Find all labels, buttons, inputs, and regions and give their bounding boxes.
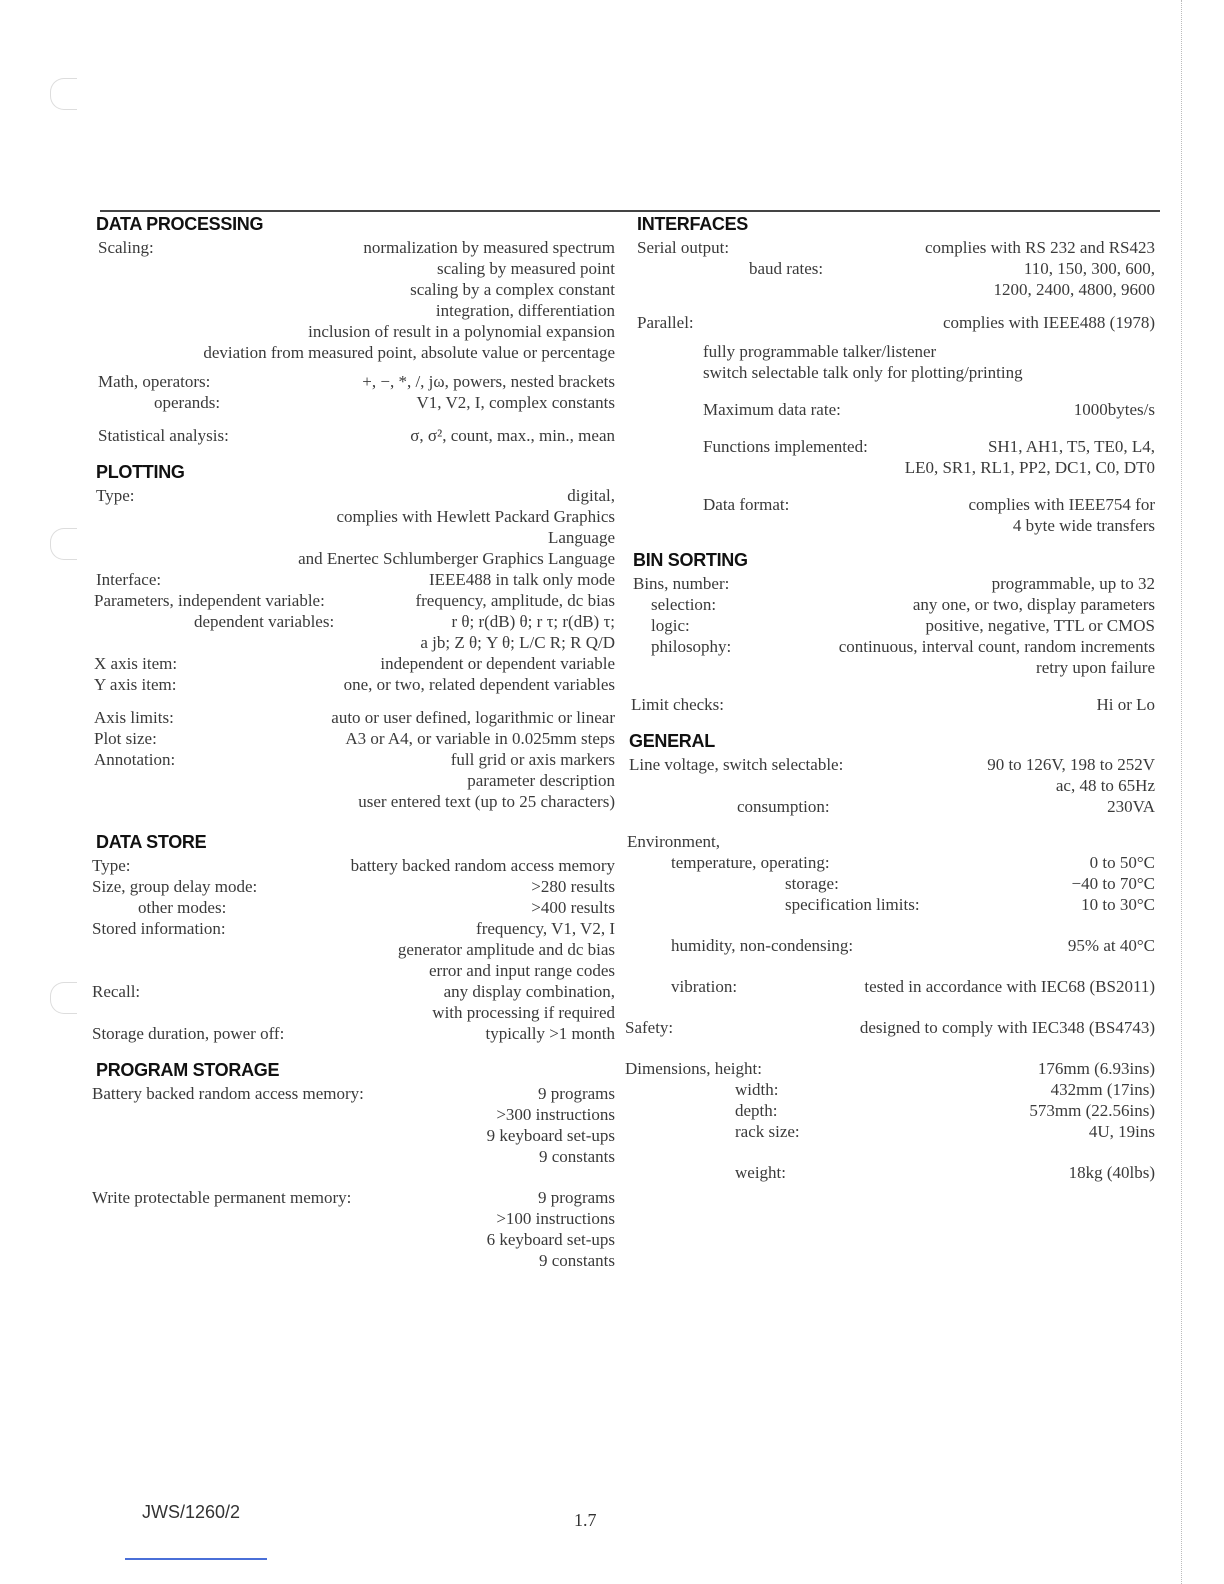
spec-row xyxy=(92,653,615,674)
section-heading-program-storage: PROGRAM STORAGE xyxy=(96,1060,280,1080)
spec-label: rack size: xyxy=(735,1122,800,1141)
spec-row xyxy=(625,1058,1155,1079)
spec-value: 4U, 19ins xyxy=(1088,1122,1155,1141)
spec-row xyxy=(625,796,1155,817)
left-column xyxy=(92,214,615,1271)
spec-value: 4 byte wide transfers xyxy=(1012,516,1155,535)
spec-value: 432mm (17ins) xyxy=(1050,1080,1155,1099)
spec-row xyxy=(92,707,615,728)
spec-row xyxy=(625,399,1155,420)
spec-value: A3 or A4, or variable in 0.025mm steps xyxy=(345,729,615,748)
spec-row xyxy=(92,590,615,611)
spec-row xyxy=(625,1079,1155,1100)
spec-label: Bins, number: xyxy=(633,574,730,593)
spec-row xyxy=(625,636,1155,657)
spec-row xyxy=(92,569,615,590)
spec-value: ac, 48 to 65Hz xyxy=(1055,776,1155,795)
spec-label: Parallel: xyxy=(637,313,694,332)
spec-label: Plot size: xyxy=(94,729,157,748)
spec-value: independent or dependent variable xyxy=(380,654,615,673)
spec-label: Safety: xyxy=(625,1018,674,1037)
spec-value: SH1, AH1, T5, TE0, L4, xyxy=(987,437,1155,456)
spec-value: scaling by measured point xyxy=(437,259,615,278)
section-heading-plotting: PLOTTING xyxy=(96,462,185,482)
spec-value: +, −, *, /, jω, powers, nested brackets xyxy=(362,372,615,391)
spec-label: X axis item: xyxy=(94,654,178,673)
spec-value: 9 keyboard set-ups xyxy=(486,1126,615,1145)
spec-row xyxy=(92,674,615,695)
spec-row xyxy=(92,392,615,413)
spec-label: dependent variables: xyxy=(194,612,335,631)
spec-value: scaling by a complex constant xyxy=(410,280,615,299)
spec-value: σ, σ², count, max., min., mean xyxy=(410,426,615,445)
spec-value: 0 to 50°C xyxy=(1089,853,1155,872)
spec-value: 110, 150, 300, 600, xyxy=(1023,259,1155,278)
spec-label: storage: xyxy=(785,874,839,893)
spec-row xyxy=(625,258,1155,279)
section-heading-interfaces: INTERFACES xyxy=(637,214,749,234)
spec-row xyxy=(92,876,615,897)
spec-label: Annotation: xyxy=(94,750,176,769)
spec-label: consumption: xyxy=(737,797,830,816)
spec-value: integration, differentiation xyxy=(435,301,615,320)
spec-label: Parameters, independent variable: xyxy=(94,591,325,610)
spec-label: Limit checks: xyxy=(631,695,725,714)
spec-label: Write protectable permanent memory: xyxy=(92,1188,352,1207)
spec-value: and Enertec Schlumberger Graphics Language xyxy=(298,549,615,568)
spec-row xyxy=(92,749,615,770)
spec-label: Dimensions, height: xyxy=(625,1059,762,1078)
spec-row xyxy=(92,425,615,446)
spec-value: 1000bytes/s xyxy=(1073,400,1155,419)
spec-value: frequency, V1, V2, I xyxy=(476,919,615,938)
binding-hole xyxy=(50,982,77,1014)
spec-label: Maximum data rate: xyxy=(703,400,841,419)
spec-value: typically >1 month xyxy=(485,1024,615,1043)
spec-row xyxy=(625,894,1155,915)
spec-value: complies with RS 232 and RS423 xyxy=(925,238,1155,257)
spec-value: positive, negative, TTL or CMOS xyxy=(925,616,1155,635)
spec-label: Battery backed random access memory: xyxy=(92,1084,364,1103)
spec-label: Stored information: xyxy=(92,919,226,938)
spec-label: weight: xyxy=(735,1163,786,1182)
link-underline xyxy=(125,1558,267,1560)
spec-row xyxy=(92,855,615,876)
spec-value: Hi or Lo xyxy=(1096,695,1155,714)
spec-value: inclusion of result in a polynomial expansion xyxy=(308,322,615,341)
spec-row xyxy=(92,371,615,392)
top-rule xyxy=(100,210,1160,212)
spec-label: selection: xyxy=(651,595,717,614)
spec-text: fully programmable talker/listener xyxy=(703,342,937,361)
spec-label: width: xyxy=(735,1080,779,1099)
spec-label: Type: xyxy=(96,486,135,505)
spec-row xyxy=(92,237,615,258)
spec-value: 18kg (40lbs) xyxy=(1068,1163,1155,1182)
spec-value: auto or user defined, logarithmic or linear xyxy=(331,708,615,727)
section-heading-general: GENERAL xyxy=(629,731,715,751)
spec-row xyxy=(92,485,615,506)
spec-value: IEEE488 in talk only mode xyxy=(428,570,615,589)
page-edge xyxy=(1181,0,1182,1584)
spec-value: 176mm (6.93ins) xyxy=(1037,1059,1155,1078)
document-reference: JWS/1260/2 xyxy=(142,1502,241,1522)
spec-row xyxy=(92,728,615,749)
spec-label: operands: xyxy=(154,393,221,412)
spec-row xyxy=(92,1187,615,1208)
spec-row xyxy=(625,852,1155,873)
spec-value: complies with IEEE754 for xyxy=(968,495,1155,514)
spec-value: 573mm (22.56ins) xyxy=(1029,1101,1155,1120)
spec-label: humidity, non-condensing: xyxy=(671,936,854,955)
spec-value: 230VA xyxy=(1107,797,1155,816)
spec-row xyxy=(625,935,1155,956)
spec-value: 1200, 2400, 4800, 9600 xyxy=(993,280,1155,299)
spec-row xyxy=(625,831,1155,852)
right-column xyxy=(625,214,1155,1183)
spec-label: Type: xyxy=(92,856,131,875)
spec-value: complies with Hewlett Packard Graphics Language xyxy=(336,507,615,547)
spec-row xyxy=(625,976,1155,997)
spec-row xyxy=(625,573,1155,594)
spec-value: continuous, interval count, random increments xyxy=(838,637,1155,656)
spec-value: >100 instructions xyxy=(496,1209,615,1228)
spec-row xyxy=(92,1023,615,1044)
spec-value: with processing if required xyxy=(432,1003,615,1022)
spec-value: deviation from measured point, absolute value or percentage xyxy=(203,343,615,362)
spec-text: switch selectable talk only for plotting/printing xyxy=(703,363,1023,382)
spec-value: frequency, amplitude, dc bias xyxy=(415,591,615,610)
spec-label: vibration: xyxy=(671,977,738,996)
spec-row xyxy=(625,312,1155,333)
spec-row xyxy=(92,897,615,918)
spec-row xyxy=(92,981,615,1002)
spec-row xyxy=(625,873,1155,894)
spec-value: complies with IEEE488 (1978) xyxy=(943,313,1155,332)
spec-value: retry upon failure xyxy=(1036,658,1155,677)
spec-row xyxy=(625,494,1155,515)
spec-label: Size, group delay mode: xyxy=(92,877,258,896)
section-heading-bin-sorting: BIN SORTING xyxy=(633,550,748,570)
spec-row xyxy=(625,694,1155,715)
spec-label: Scaling: xyxy=(98,238,154,257)
spec-label: logic: xyxy=(651,616,690,635)
spec-value: tested in accordance with IEC68 (BS2011) xyxy=(864,977,1155,996)
section-heading-data-processing: DATA PROCESSING xyxy=(96,214,264,234)
spec-label: Interface: xyxy=(96,570,162,589)
spec-value: 9 constants xyxy=(538,1251,615,1270)
spec-value: digital, xyxy=(567,486,615,505)
spec-value: LE0, SR1, RL1, PP2, DC1, C0, DT0 xyxy=(904,458,1155,477)
spec-row xyxy=(92,1083,615,1104)
spec-label: Functions implemented: xyxy=(703,437,868,456)
spec-value: generator amplitude and dc bias xyxy=(397,940,615,959)
spec-value: 9 programs xyxy=(538,1084,615,1103)
spec-value: >400 results xyxy=(531,898,615,917)
spec-row xyxy=(625,1162,1155,1183)
spec-label: Line voltage, switch selectable: xyxy=(629,755,844,774)
spec-row xyxy=(625,615,1155,636)
spec-label: Y axis item: xyxy=(94,675,177,694)
spec-value: user entered text (up to 25 characters) xyxy=(358,792,615,811)
spec-row xyxy=(92,918,615,939)
spec-value: one, or two, related dependent variables xyxy=(343,675,615,694)
spec-label: Data format: xyxy=(703,495,790,514)
spec-label: Statistical analysis: xyxy=(98,426,229,445)
spec-value: >280 results xyxy=(531,877,615,896)
spec-value: full grid or axis markers xyxy=(450,750,615,769)
spec-value: 9 programs xyxy=(538,1188,615,1207)
spec-value: any one, or two, display parameters xyxy=(912,595,1155,614)
spec-value: 9 constants xyxy=(538,1147,615,1166)
spec-row xyxy=(625,237,1155,258)
spec-value: parameter description xyxy=(467,771,615,790)
page-number: 1.7 xyxy=(574,1510,597,1530)
spec-value: 10 to 30°C xyxy=(1081,895,1155,914)
spec-value: any display combination, xyxy=(443,982,615,1001)
spec-label: Environment, xyxy=(627,832,721,851)
spec-value: r θ; r(dB) θ; r τ; r(dB) τ; xyxy=(451,612,615,631)
spec-label: specification limits: xyxy=(785,895,920,914)
spec-row xyxy=(625,1017,1155,1038)
spec-row xyxy=(625,1100,1155,1121)
spec-value: V1, V2, I, complex constants xyxy=(416,393,615,412)
spec-label: baud rates: xyxy=(749,259,824,278)
spec-row xyxy=(625,436,1155,457)
spec-label: temperature, operating: xyxy=(671,853,830,872)
spec-value: 90 to 126V, 198 to 252V xyxy=(987,755,1155,774)
spec-label: Recall: xyxy=(92,982,141,1001)
binding-hole xyxy=(50,78,77,110)
spec-value: programmable, up to 32 xyxy=(991,574,1155,593)
spec-label: Math, operators: xyxy=(98,372,211,391)
spec-label: Axis limits: xyxy=(94,708,174,727)
spec-value: a jb; Z θ; Y θ; L/C R; R Q/D xyxy=(420,633,615,652)
section-heading-data-store: DATA STORE xyxy=(96,832,207,852)
spec-value: >300 instructions xyxy=(496,1105,615,1124)
spec-label: other modes: xyxy=(138,898,227,917)
spec-label: Serial output: xyxy=(637,238,730,257)
spec-label: depth: xyxy=(735,1101,778,1120)
spec-value: 6 keyboard set-ups xyxy=(486,1230,615,1249)
spec-row xyxy=(625,754,1155,775)
spec-value: 95% at 40°C xyxy=(1067,936,1155,955)
spec-row xyxy=(625,1121,1155,1142)
spec-value: battery backed random access memory xyxy=(350,856,615,875)
spec-row xyxy=(92,611,615,632)
spec-value: error and input range codes xyxy=(429,961,615,980)
spec-label: Storage duration, power off: xyxy=(92,1024,285,1043)
spec-row xyxy=(625,594,1155,615)
binding-hole xyxy=(50,528,77,560)
spec-value: −40 to 70°C xyxy=(1071,874,1155,893)
spec-value: normalization by measured spectrum xyxy=(363,238,615,257)
spec-value: designed to comply with IEC348 (BS4743) xyxy=(859,1018,1155,1037)
spec-label: philosophy: xyxy=(651,637,732,656)
